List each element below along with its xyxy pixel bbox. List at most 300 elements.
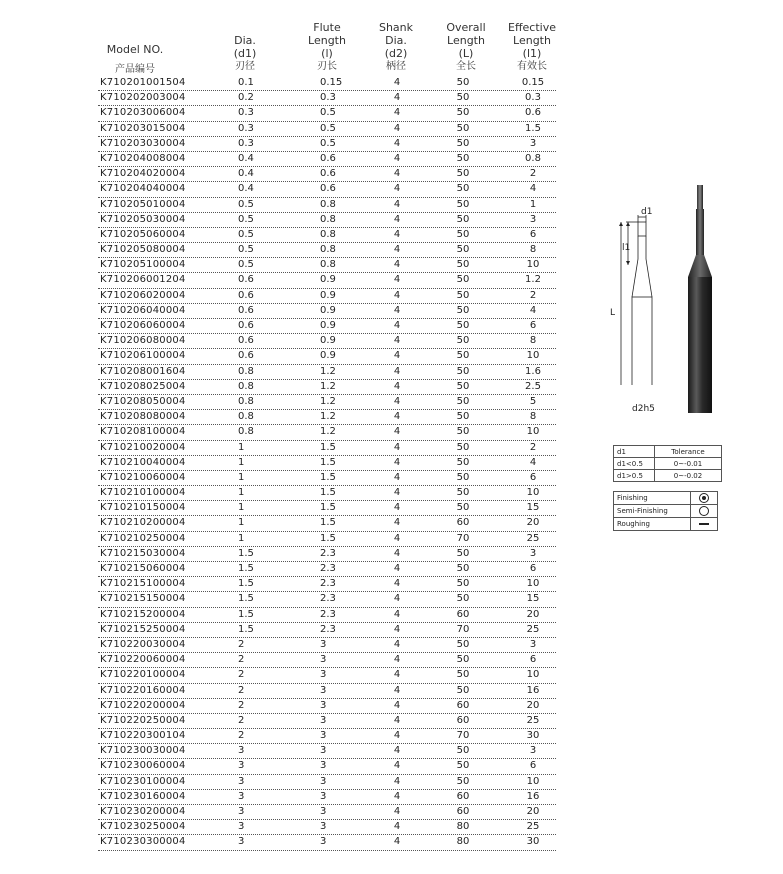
shank-dia-value: 4 xyxy=(393,547,401,559)
dia-value: 0.1 xyxy=(238,77,254,88)
tolerance-value: 0~-0.02 xyxy=(655,470,722,482)
effective-length-value: 6 xyxy=(529,760,537,772)
dia-value: 0.8 xyxy=(238,380,254,392)
table-row xyxy=(98,380,556,395)
table-row xyxy=(98,744,556,759)
header-effective-line1: Effective xyxy=(508,21,556,34)
shank-dia-value: 4 xyxy=(393,684,401,696)
overall-length-value: 50 xyxy=(456,411,470,423)
flute-length-value: 1.2 xyxy=(320,426,336,438)
shank-dia-value: 4 xyxy=(393,471,401,483)
model-number: K710208001604 xyxy=(100,365,186,377)
flute-length-value: 0.8 xyxy=(320,228,336,240)
flute-length-value: 1.5 xyxy=(320,487,336,499)
overall-length-value: 50 xyxy=(456,107,470,119)
dia-value: 0.5 xyxy=(238,213,254,225)
overall-length-value: 70 xyxy=(456,730,470,742)
flute-length-value: 1.5 xyxy=(320,456,336,468)
shank-dia-value: 4 xyxy=(393,563,401,574)
effective-length-value: 25 xyxy=(526,821,540,833)
table-row xyxy=(98,532,556,547)
tolerance-head-tol: Tolerance xyxy=(655,446,722,458)
model-number: K710202003004 xyxy=(100,92,186,104)
model-number: K710220300104 xyxy=(100,730,186,742)
header-effective-line2: Length xyxy=(513,34,551,47)
dia-value: 0.4 xyxy=(238,168,254,180)
header-dia-line2: (d1) xyxy=(233,47,257,60)
effective-length-value: 6 xyxy=(529,654,537,666)
header-flute-line3: (l) xyxy=(321,47,333,60)
overall-length-value: 70 xyxy=(456,623,470,635)
overall-length-value: 50 xyxy=(456,213,470,225)
dia-value: 0.5 xyxy=(238,244,254,256)
table-row xyxy=(98,729,556,744)
dia-value: 1.5 xyxy=(238,608,254,620)
end-mill-photo xyxy=(683,185,717,413)
flute-length-value: 0.9 xyxy=(320,350,336,362)
shank-dia-value: 4 xyxy=(393,654,401,666)
shank-dia-value: 4 xyxy=(393,107,401,119)
overall-length-value: 80 xyxy=(456,821,470,833)
overall-length-value: 50 xyxy=(456,441,470,453)
table-row xyxy=(98,334,556,349)
header-dia-cn: 刃径 xyxy=(235,61,255,72)
tolerance-value: 0~-0.01 xyxy=(655,458,722,470)
overall-length-value: 50 xyxy=(456,395,470,407)
dia-value: 2 xyxy=(238,714,245,726)
shank-dia-value: 4 xyxy=(393,411,401,423)
L-label: L xyxy=(610,308,616,318)
effective-length-value: 10 xyxy=(526,775,540,787)
flute-length-value: 0.6 xyxy=(320,183,336,195)
header-flute xyxy=(300,21,354,73)
dia-value: 0.4 xyxy=(238,183,254,195)
table-row xyxy=(98,775,556,790)
model-number: K710206060004 xyxy=(100,320,186,331)
overall-length-value: 50 xyxy=(456,244,470,256)
effective-length-value: 1.6 xyxy=(525,365,541,377)
l1-label: l1 xyxy=(622,243,631,253)
header-overall-cn: 全长 xyxy=(456,61,476,72)
shank-dia-value: 4 xyxy=(393,502,401,514)
shank-dia-value: 4 xyxy=(393,152,401,164)
flute-length-value: 1.2 xyxy=(320,380,336,392)
shank-outline xyxy=(632,297,652,385)
model-number: K710230250004 xyxy=(100,821,186,833)
dia-value: 3 xyxy=(238,836,245,848)
model-number: K710203006004 xyxy=(100,107,186,119)
flute-length-value: 2.3 xyxy=(320,578,336,590)
dia-value: 1 xyxy=(238,532,245,544)
overall-length-value: 50 xyxy=(456,684,470,696)
effective-length-value: 10 xyxy=(526,578,540,590)
header-flute-cn: 刃长 xyxy=(317,61,337,72)
model-number: K710206080004 xyxy=(100,335,186,347)
dia-value: 0.3 xyxy=(238,122,254,134)
flute-length-value: 3 xyxy=(320,684,327,696)
table-row xyxy=(98,410,556,425)
shank-dia-value: 4 xyxy=(393,669,401,681)
header-dia xyxy=(225,34,265,73)
shank-dia-value: 4 xyxy=(393,274,401,286)
model-number: K710220200004 xyxy=(100,699,186,711)
photo-tip xyxy=(697,185,703,209)
effective-length-value: 2 xyxy=(529,441,537,453)
overall-length-value: 50 xyxy=(456,638,470,650)
dia-value: 2 xyxy=(238,669,245,681)
overall-length-value: 50 xyxy=(456,77,470,88)
flute-length-value: 3 xyxy=(320,654,327,666)
effective-length-value: 1.2 xyxy=(525,274,541,286)
effective-length-value: 20 xyxy=(526,517,540,529)
table-row xyxy=(98,592,556,607)
effective-length-value: 6 xyxy=(529,471,537,483)
shank-dia-value: 4 xyxy=(393,198,401,210)
effective-length-value: 0.3 xyxy=(525,92,541,104)
overall-length-value: 50 xyxy=(456,274,470,286)
model-number: K710215150004 xyxy=(100,593,186,605)
table-row xyxy=(98,653,556,668)
dash-icon xyxy=(691,518,718,531)
model-number: K710215100004 xyxy=(100,578,186,590)
model-number: K710230060004 xyxy=(100,760,186,772)
overall-length-value: 60 xyxy=(456,790,470,802)
model-number: K710206040004 xyxy=(100,304,186,316)
effective-length-value: 10 xyxy=(526,350,540,362)
effective-length-value: 3 xyxy=(529,213,537,225)
table-row xyxy=(98,243,556,258)
tolerance-range: d1>0.5 xyxy=(614,470,655,482)
model-number: K710220100004 xyxy=(100,669,186,681)
overall-length-value: 60 xyxy=(456,608,470,620)
dia-value: 3 xyxy=(238,760,245,772)
dia-value: 2 xyxy=(238,730,245,742)
dia-value: 1 xyxy=(238,517,245,529)
shank-dia-value: 4 xyxy=(393,395,401,407)
effective-length-value: 20 xyxy=(526,608,540,620)
overall-length-value: 50 xyxy=(456,289,470,301)
finishing-label: Finishing xyxy=(614,492,691,505)
model-number: K710206001204 xyxy=(100,274,186,286)
shank-dia-value: 4 xyxy=(393,517,401,529)
flute-length-value: 1.5 xyxy=(320,471,336,483)
header-shank-line2: Dia. xyxy=(385,34,407,47)
shank-dia-value: 4 xyxy=(393,487,401,499)
flute-tip-outline xyxy=(638,222,646,236)
effective-length-value: 8 xyxy=(529,335,537,347)
table-row xyxy=(98,820,556,835)
overall-length-value: 50 xyxy=(456,563,470,574)
overall-length-value: 50 xyxy=(456,426,470,438)
overall-length-value: 50 xyxy=(456,547,470,559)
shank-dia-value: 4 xyxy=(393,183,401,195)
table-row xyxy=(98,182,556,197)
model-number: K710204008004 xyxy=(100,152,186,164)
dia-value: 3 xyxy=(238,821,245,833)
model-number: K710204020004 xyxy=(100,168,186,180)
shank-dia-value: 4 xyxy=(393,320,401,331)
header-flute-line1: Flute xyxy=(313,21,341,34)
shank-dia-value: 4 xyxy=(393,228,401,240)
shank-dia-value: 4 xyxy=(393,730,401,742)
table-row xyxy=(98,486,556,501)
dia-value: 0.6 xyxy=(238,274,254,286)
flute-length-value: 0.6 xyxy=(320,168,336,180)
header-shank-cn: 柄径 xyxy=(386,61,406,72)
effective-length-value: 6 xyxy=(529,320,537,331)
model-number: K710230160004 xyxy=(100,790,186,802)
overall-length-value: 50 xyxy=(456,456,470,468)
flute-length-value: 0.5 xyxy=(320,137,336,149)
table-row xyxy=(98,122,556,137)
model-number: K710205100004 xyxy=(100,259,186,271)
header-overall-line2: Length xyxy=(447,34,485,47)
effective-length-value: 2.5 xyxy=(525,380,541,392)
flute-length-value: 3 xyxy=(320,745,327,757)
flute-length-value: 1.5 xyxy=(320,441,336,453)
dia-value: 2 xyxy=(238,699,245,711)
model-number: K710215250004 xyxy=(100,623,186,635)
table-row xyxy=(98,167,556,182)
overall-length-value: 50 xyxy=(456,487,470,499)
model-number: K710206020004 xyxy=(100,289,186,301)
shank-dia-value: 4 xyxy=(393,775,401,787)
model-number: K710210040004 xyxy=(100,456,186,468)
table-row xyxy=(98,273,556,288)
model-number: K710208080004 xyxy=(100,411,186,423)
effective-length-value: 5 xyxy=(529,395,537,407)
effective-length-value: 10 xyxy=(526,259,540,271)
header-shank xyxy=(372,21,420,73)
dia-value: 0.6 xyxy=(238,350,254,362)
shank-dia-value: 4 xyxy=(393,259,401,271)
model-number: K710203015004 xyxy=(100,122,186,134)
overall-length-value: 50 xyxy=(456,228,470,240)
effective-length-value: 4 xyxy=(529,456,537,468)
shank-dia-value: 4 xyxy=(393,821,401,833)
flute-length-value: 2.3 xyxy=(320,547,336,559)
shank-dia-value: 4 xyxy=(393,456,401,468)
table-row xyxy=(98,152,556,167)
overall-length-value: 50 xyxy=(456,320,470,331)
overall-length-value: 60 xyxy=(456,517,470,529)
dia-value: 1 xyxy=(238,471,245,483)
shank-dia-value: 4 xyxy=(393,593,401,605)
flute-length-value: 2.3 xyxy=(320,593,336,605)
overall-length-value: 50 xyxy=(456,502,470,514)
table-row xyxy=(98,425,556,440)
model-number: K710203030004 xyxy=(100,137,186,149)
shank-dia-value: 4 xyxy=(393,790,401,802)
shank-dia-value: 4 xyxy=(393,836,401,848)
dia-value: 0.2 xyxy=(238,92,254,104)
model-number: K710208100004 xyxy=(100,426,186,438)
flute-length-value: 0.9 xyxy=(320,304,336,316)
shank-dia-value: 4 xyxy=(393,608,401,620)
dia-value: 3 xyxy=(238,790,245,802)
effective-length-value: 25 xyxy=(526,532,540,544)
photo-cone xyxy=(688,255,712,277)
overall-length-value: 50 xyxy=(456,259,470,271)
table-row xyxy=(98,699,556,714)
shank-dia-value: 4 xyxy=(393,350,401,362)
effective-length-value: 3 xyxy=(529,547,537,559)
model-number: K710215060004 xyxy=(100,563,186,574)
shank-dia-value: 4 xyxy=(393,168,401,180)
shank-dia-value: 4 xyxy=(393,714,401,726)
table-row xyxy=(98,91,556,106)
effective-length-value: 2 xyxy=(529,289,537,301)
dia-value: 2 xyxy=(238,654,245,666)
table-row xyxy=(98,228,556,243)
overall-length-value: 50 xyxy=(456,92,470,104)
table-row xyxy=(98,638,556,653)
dia-value: 1 xyxy=(238,441,245,453)
dia-value: 1.5 xyxy=(238,547,254,559)
table-row xyxy=(98,577,556,592)
dia-value: 0.3 xyxy=(238,137,254,149)
effective-length-value: 0.15 xyxy=(521,77,545,88)
model-number: K710210150004 xyxy=(100,502,186,514)
shank-dia-value: 4 xyxy=(393,578,401,590)
model-number: K710205030004 xyxy=(100,213,186,225)
model-number: K710210020004 xyxy=(100,441,186,453)
shank-dia-value: 4 xyxy=(393,289,401,301)
flute-length-value: 3 xyxy=(320,669,327,681)
flute-length-value: 1.5 xyxy=(320,532,336,544)
flute-length-value: 2.3 xyxy=(320,623,336,635)
dia-value: 1 xyxy=(238,487,245,499)
table-row xyxy=(98,441,556,456)
dia-value: 0.6 xyxy=(238,320,254,331)
table-row xyxy=(98,668,556,683)
table-row xyxy=(98,608,556,623)
flute-length-value: 3 xyxy=(320,775,327,787)
flute-length-value: 0.8 xyxy=(320,259,336,271)
dia-value: 0.8 xyxy=(238,365,254,377)
overall-length-value: 50 xyxy=(456,380,470,392)
flute-length-value: 1.2 xyxy=(320,411,336,423)
shank-dia-value: 4 xyxy=(393,380,401,392)
effective-length-value: 10 xyxy=(526,669,540,681)
header-shank-line3: (d2) xyxy=(384,47,408,60)
table-row xyxy=(98,623,556,638)
dia-value: 3 xyxy=(238,775,245,787)
effective-length-value: 3 xyxy=(529,638,537,650)
model-number: K710208025004 xyxy=(100,380,186,392)
effective-length-value: 20 xyxy=(526,806,540,817)
model-number: K710201001504 xyxy=(100,77,186,88)
effective-length-value: 10 xyxy=(526,487,540,499)
header-shank-line1: Shank xyxy=(378,21,414,34)
dia-value: 0.5 xyxy=(238,259,254,271)
flute-length-value: 3 xyxy=(320,790,327,802)
table-row xyxy=(98,759,556,774)
effective-length-value: 1.5 xyxy=(525,122,541,134)
shank-dia-value: 4 xyxy=(393,92,401,104)
photo-shank xyxy=(688,277,712,413)
table-row xyxy=(98,258,556,273)
flute-length-value: 1.5 xyxy=(320,517,336,529)
model-number: K710215030004 xyxy=(100,547,186,559)
flute-length-value: 0.15 xyxy=(320,77,343,88)
table-row xyxy=(98,516,556,531)
overall-length-value: 60 xyxy=(456,699,470,711)
header-overall-line3: (L) xyxy=(458,47,474,60)
flute-length-value: 0.5 xyxy=(320,107,336,119)
model-number: K710204040004 xyxy=(100,183,186,195)
header-effective-line3: (l1) xyxy=(522,47,542,60)
overall-length-value: 50 xyxy=(456,198,470,210)
table-row xyxy=(98,365,556,380)
effective-length-value: 1 xyxy=(529,198,537,210)
effective-length-value: 30 xyxy=(526,730,540,742)
double-circle-icon xyxy=(691,492,718,505)
roughing-label: Roughing xyxy=(614,518,691,531)
table-row xyxy=(98,456,556,471)
effective-length-value: 8 xyxy=(529,244,537,256)
tolerance-head-d1: d1 xyxy=(614,446,655,458)
effective-length-value: 30 xyxy=(526,836,540,848)
model-number: K710220060004 xyxy=(100,654,186,666)
shank-dia-value: 4 xyxy=(393,441,401,453)
shank-dia-value: 4 xyxy=(393,77,401,88)
header-overall xyxy=(438,21,494,73)
table-row xyxy=(98,349,556,364)
model-number: K710208050004 xyxy=(100,395,186,407)
table-row xyxy=(98,304,556,319)
effective-length-value: 3 xyxy=(529,745,537,757)
shank-dia-value: 4 xyxy=(393,760,401,772)
effective-length-value: 0.8 xyxy=(525,152,541,164)
model-number: K710205080004 xyxy=(100,244,186,256)
flute-length-value: 3 xyxy=(320,638,327,650)
effective-length-value: 3 xyxy=(529,137,537,149)
overall-length-value: 50 xyxy=(456,122,470,134)
dia-value: 0.3 xyxy=(238,107,254,119)
semi-finishing-label: Semi-Finishing xyxy=(614,505,691,518)
model-number: K710206100004 xyxy=(100,350,186,362)
header-model xyxy=(100,43,170,76)
header-dia-line1: Dia. xyxy=(234,34,256,47)
effective-length-value: 6 xyxy=(529,228,537,240)
dia-value: 0.6 xyxy=(238,289,254,301)
table-row xyxy=(98,790,556,805)
overall-length-value: 50 xyxy=(456,775,470,787)
model-number: K710210200004 xyxy=(100,517,186,529)
overall-length-value: 60 xyxy=(456,714,470,726)
flute-length-value: 0.9 xyxy=(320,289,336,301)
shank-dia-value: 4 xyxy=(393,699,401,711)
table-row xyxy=(98,835,556,850)
dia-value: 1.5 xyxy=(238,563,254,574)
shank-dia-value: 4 xyxy=(393,532,401,544)
dia-value: 0.5 xyxy=(238,198,254,210)
overall-length-value: 50 xyxy=(456,168,470,180)
flute-length-value: 0.8 xyxy=(320,213,336,225)
overall-length-value: 50 xyxy=(456,304,470,316)
header-effective-cn: 有效长 xyxy=(517,61,547,72)
d1-label: d1 xyxy=(641,207,653,217)
header-effective xyxy=(502,21,562,73)
shank-dia-value: 4 xyxy=(393,806,401,817)
model-number: K710220250004 xyxy=(100,714,186,726)
shank-dia-value: 4 xyxy=(393,137,401,149)
shank-dia-value: 4 xyxy=(393,623,401,635)
overall-length-value: 50 xyxy=(456,335,470,347)
model-number: K710230300004 xyxy=(100,836,186,848)
dia-value: 0.4 xyxy=(238,152,254,164)
